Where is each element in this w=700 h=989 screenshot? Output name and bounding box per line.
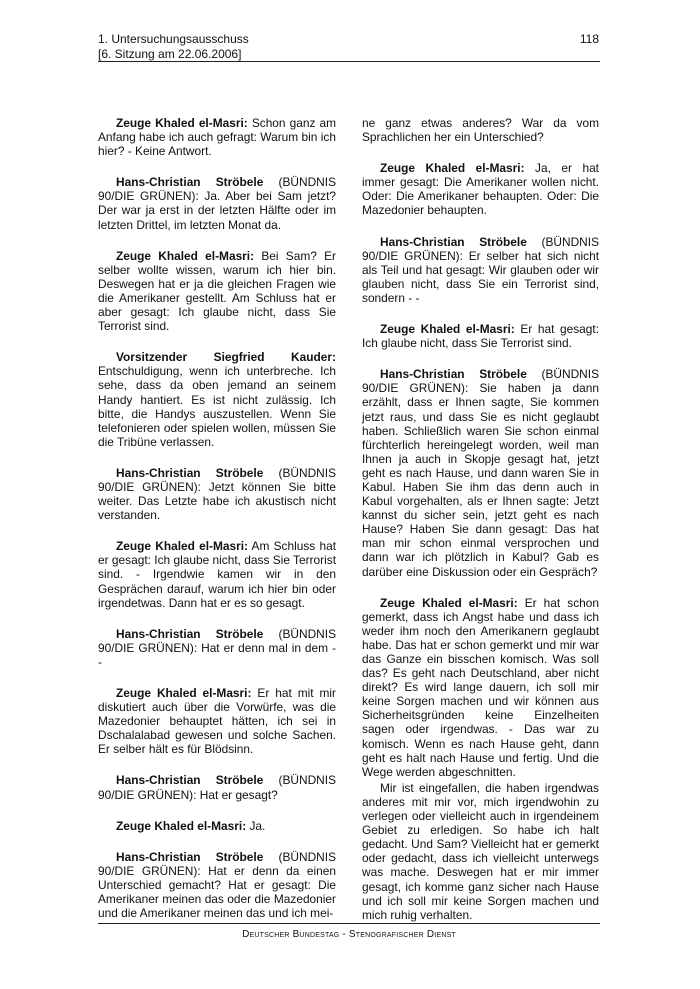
statement-text: Jetzt können Sie bitte weiter. Das Letzte habe ich akustisch nicht verstanden. <box>98 479 337 523</box>
speaker-name: Hans-Christian Ströbele <box>116 626 264 641</box>
transcript-paragraph <box>98 627 336 669</box>
transcript-paragraph <box>362 322 599 350</box>
statement-text: Ja, er hat immer gesagt: Die Amerikaner wollen nicht. Oder: Die Amerikaner behaupten. Oder: Die Mazedonier behaupten. <box>362 161 599 218</box>
transcript-paragraph <box>362 116 599 144</box>
speaker-name: Hans-Christian Ströbele <box>380 367 527 382</box>
statement-text: Mir ist eingefallen, die haben irgendwas anderes mit mir vor, mich irgendwohin zu verlegen oder vielleicht auch in irgendeinem Gebiet zu erledigen. So habe ich halt gedacht. Und Sam? Vielleicht hat er gemerkt oder gedacht, dass ich vielleicht unterwegs was mache. Deswegen hat er mir immer gesagt, ich komme ganz sicher nach Hause und ich soll mir keine Sorgen machen und mich ruhig verhalten. <box>362 780 599 922</box>
transcript-paragraph <box>98 850 336 920</box>
committee-title: 1. Untersuchungsausschuss <box>98 32 249 46</box>
speaker-affiliation: (BÜNDNIS 90/DIE GRÜNEN): <box>98 849 337 878</box>
statement-text: Sie haben ja dann erzählt, dass er Ihnen sagte, Sie kommen jetzt raus, und dass Sie es nicht geglaubt haben. Schließlich waren Sie schon einmal fürchterlich hereingelegt worden, weil man Ihnen ja auch in Skopje gesagt hat, jetzt geht es nach Hause, und dann waren Sie in Kabul. Haben Sie ihm das denn auch in Kabul vorgehalten, als er Ihnen sagte: Jetzt kannst du sicher sein, jetzt geht es nach Hause? Haben Sie dann gesagt: Das hat man mir schon einmal versprochen und dann war ich plötzlich in Kabul? Gab es darüber eine Diskussion oder ein Gespräch? <box>362 381 599 579</box>
transcript-paragraph <box>98 175 336 231</box>
transcript-paragraph <box>362 781 599 922</box>
footer-divider <box>98 923 600 924</box>
statement-text: Ja. Aber bei Sam jetzt? Der war ja erst in der letzten Hälfte oder im letzten Drittel, im letzten Monat da. <box>98 189 336 232</box>
speaker-affiliation: (BÜNDNIS 90/DIE GRÜNEN): <box>98 175 337 204</box>
speaker-name: Hans-Christian Ströbele <box>116 465 264 480</box>
statement-text: Er hat gesagt: Ich glaube nicht, dass Sie Terrorist sind. <box>362 322 599 351</box>
speaker-name: Zeuge Khaled el-Masri: <box>116 686 252 700</box>
speaker-affiliation: (BÜNDNIS 90/DIE GRÜNEN): <box>98 465 337 494</box>
statement-text: Am Schluss hat er gesagt: Ich glaube nicht, dass Sie Terrorist sind. - Irgendwie kamen wir in den Gesprächen darauf, warum ich hier bin oder irgendetwas. Dann hat er es so gesagt. <box>98 539 336 610</box>
statement-text: Er hat mit mir diskutiert auch über die Vorwürfe, was die Mazedonier behauptet hätten, ich sei in Dschalalabad gewesen und solche Sachen. Er selber hält es für Blödsinn. <box>98 686 336 757</box>
speaker-name: Hans-Christian Ströbele <box>116 849 264 864</box>
speaker-name: Zeuge Khaled el-Masri: <box>116 248 255 263</box>
speaker-affiliation: (BÜNDNIS 90/DIE GRÜNEN): <box>362 367 600 396</box>
transcript-paragraph <box>362 161 599 217</box>
transcript-paragraph <box>362 367 599 578</box>
statement-text: Er hat schon gemerkt, dass ich Angst habe und dass ich weder ihm noch den Amerikanern geglaubt habe. Das hat er schon gemerkt und mir war das Ganze ein bisschen komisch. Was soll das? Es geht nach Deutschland, aber nicht direkt? Es wird lange dauern, ich soll mir keine Sorgen machen und wir können aus Sicherheitsgründen keine Einzelheiten sagen oder irgendwas. - Das war zu komisch. Wenn es nach Hause geht, dann geht es halt nach Hause und fertig. Und die Wege werden abgeschnitten. <box>362 595 599 779</box>
page-number: 118 <box>579 32 599 46</box>
statement-text: Hat er denn mal in dem - - <box>98 640 336 669</box>
page-footer: Deutscher Bundestag - Stenografischer Dienst <box>242 929 456 940</box>
statement-text: Bei Sam? Er selber wollte wissen, warum ich hier bin. Deswegen hat er ja die gleichen Fragen wie die Amerikaner gestellt. Am Schluss hat er aber gesagt: Ich glaube nicht, dass Sie Terrorist sind. <box>98 248 336 334</box>
speaker-name: Vorsitzender Siegfried Kauder: <box>116 350 336 365</box>
transcript-paragraph <box>98 773 336 801</box>
statement-text: Schon ganz am Anfang habe ich auch gefragt: Warum bin ich hier? - Keine Antwort. <box>98 116 336 159</box>
speaker-name: Hans-Christian Ströbele <box>116 773 264 788</box>
transcript-paragraph <box>98 819 336 833</box>
statement-text: Hat er gesagt? <box>196 787 278 802</box>
header-divider <box>98 61 600 62</box>
left-column <box>98 116 336 937</box>
speaker-name: Hans-Christian Ströbele <box>116 175 264 190</box>
page-header <box>98 32 599 62</box>
transcript-paragraph <box>98 686 336 756</box>
transcript-paragraph <box>98 466 336 522</box>
speaker-affiliation: (BÜNDNIS 90/DIE GRÜNEN): <box>98 626 337 655</box>
speaker-name: Zeuge Khaled el-Masri: <box>116 116 248 130</box>
transcript-paragraph <box>98 539 336 609</box>
speaker-name: Zeuge Khaled el-Masri: <box>380 161 525 176</box>
header-left <box>98 32 599 62</box>
speaker-name: Zeuge Khaled el-Masri: <box>380 322 515 337</box>
statement-text: Ja. <box>246 818 266 833</box>
statement-text: Hat er denn da einen Unterschied gemacht? Hat er gesagt: Die Amerikaner meinen das oder die Mazedonier und die Amerikaner meinen das und ich mei- <box>98 863 336 921</box>
statement-text: Er selber hat sich nicht als Teil und hat gesagt: Wir glauben oder wir glauben nicht, dass Sie ein Terrorist sind, sondern - - <box>362 248 600 305</box>
speaker-name: Zeuge Khaled el-Masri: <box>116 818 247 833</box>
transcript-paragraph <box>98 350 336 449</box>
transcript-paragraph <box>98 116 336 158</box>
statement-text: Entschuldigung, wenn ich unterbreche. Ich sehe, dass da oben jemand an seinem Handy hantiert. Es ist nicht zulässig. Ich bitte, die Handys auszustellen. Wenn Sie telefonieren oder spielen wollen, müssen Sie die Tribüne verlassen. <box>98 364 336 449</box>
speaker-affiliation: (BÜNDNIS 90/DIE GRÜNEN): <box>362 234 600 263</box>
transcript-paragraph <box>362 596 599 779</box>
transcript-paragraph <box>362 235 599 305</box>
speaker-name: Zeuge Khaled el-Masri: <box>116 539 248 554</box>
speaker-name: Zeuge Khaled el-Masri: <box>380 595 518 610</box>
transcript-paragraph <box>98 249 336 334</box>
right-column <box>362 116 599 939</box>
statement-text: ne ganz etwas anderes? War da vom Sprachlichen her ein Unterschied? <box>362 116 599 145</box>
speaker-name: Hans-Christian Ströbele <box>380 234 527 249</box>
session-info: [6. Sitzung am 22.06.2006] <box>98 47 242 61</box>
speaker-affiliation: (BÜNDNIS 90/DIE GRÜNEN): <box>98 773 337 802</box>
